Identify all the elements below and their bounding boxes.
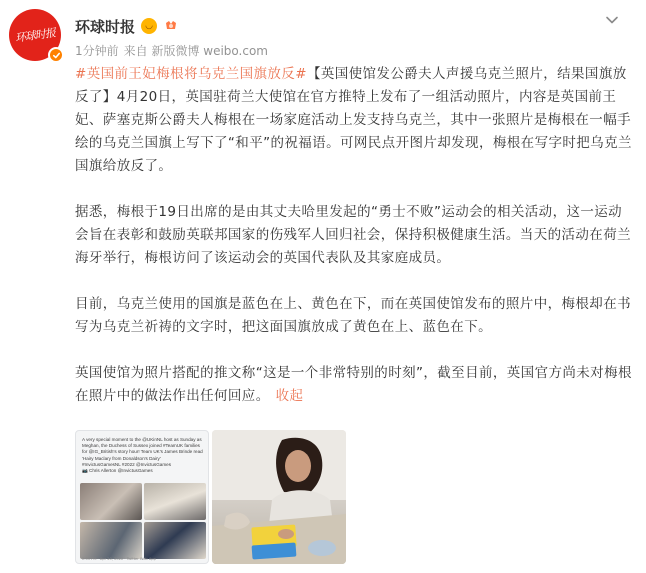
image-gallery	[75, 430, 346, 564]
post-paragraph-2: 据悉，梅根于19日出席的是由其丈夫哈里发起的“勇士不败”运动会的相关活动，这一运动会旨在表彰和鼓励英联邦国家的伤残军人回归社会，保持积极健康生活。当天的活动在荷兰海牙举行，梅根访问了该运动会的英国代表队及其家庭成员。	[75, 204, 631, 266]
post-time[interactable]: 1分钟前	[75, 44, 119, 58]
smile-badge-icon[interactable]: ◡	[141, 18, 157, 34]
avatar-logo-text: 环球时报	[14, 26, 56, 45]
rank-badge-icon[interactable]	[163, 18, 179, 34]
post-source: 来自 新版微博 weibo.com	[123, 44, 268, 58]
tweet-photo-4	[144, 522, 206, 559]
tweet-photo-3	[80, 522, 142, 559]
post-paragraph-1	[75, 63, 633, 178]
tweet-photo-grid	[80, 483, 206, 559]
hashtag-link[interactable]: #英国前王妃梅根将乌克兰国旗放反#	[75, 66, 307, 82]
post-content	[75, 63, 633, 408]
tweet-text: A very special moment to the @UKinNL host as Sunday as Meghan, the Duchess of Sussex joined #TeamUK families for @IG_British's story hour! Team UK's James Brinde read 'Hairy Maclary from Donaldson's Dairy' #InvictusGamesNL #2022 @InvictusGames 📷 Chris Allerton @InvictusGames	[82, 437, 203, 474]
post-paragraph-4	[75, 362, 633, 408]
collapse-link[interactable]: 收起	[275, 388, 304, 404]
post-paragraph-3: 目前，乌克兰使用的国旗是蓝色在上、黄色在下，而在英国使馆发布的照片中，梅根却在书写为乌克兰祈祷的文字时，把这面国旗放成了黄色在上、蓝色在下。	[75, 296, 631, 335]
post-header	[75, 15, 179, 37]
tweet-photo-1	[80, 483, 142, 520]
post-paragraph-4-text: 英国使馆为照片搭配的推文称“这是一个非常特别的时刻”，截至目前，英国官方尚未对梅根在照片中的做法作出任何回应。	[75, 365, 632, 404]
tweet-screenshot-image[interactable]	[75, 430, 209, 564]
verified-badge-icon	[48, 47, 64, 63]
photo-illustration	[212, 430, 346, 564]
meghan-writing-photo[interactable]	[212, 430, 346, 564]
more-options-chevron-icon[interactable]	[604, 12, 620, 28]
tweet-photo-2	[144, 483, 206, 520]
tweet-footer: 2:05 PM · Apr 20, 2022 · Twitter Web App	[82, 557, 156, 561]
post-meta	[75, 42, 268, 59]
post-paragraph-1-text: 【英国使馆发公爵夫人声援乌克兰照片，结果国旗放反了】4月20日，英国驻荷兰大使馆在官方推特上发布了一组活动照片，内容是英国前王妃、萨塞克斯公爵夫人梅根在一场家庭活动上发支持乌克兰，其中一张照片是梅根在一幅手绘的乌克兰国旗上写下了“和平”的祝福语。可网民点开图片却发现，梅根在写字时把乌克兰国旗给放反了。	[75, 66, 632, 174]
account-name[interactable]: 环球时报	[75, 17, 136, 36]
